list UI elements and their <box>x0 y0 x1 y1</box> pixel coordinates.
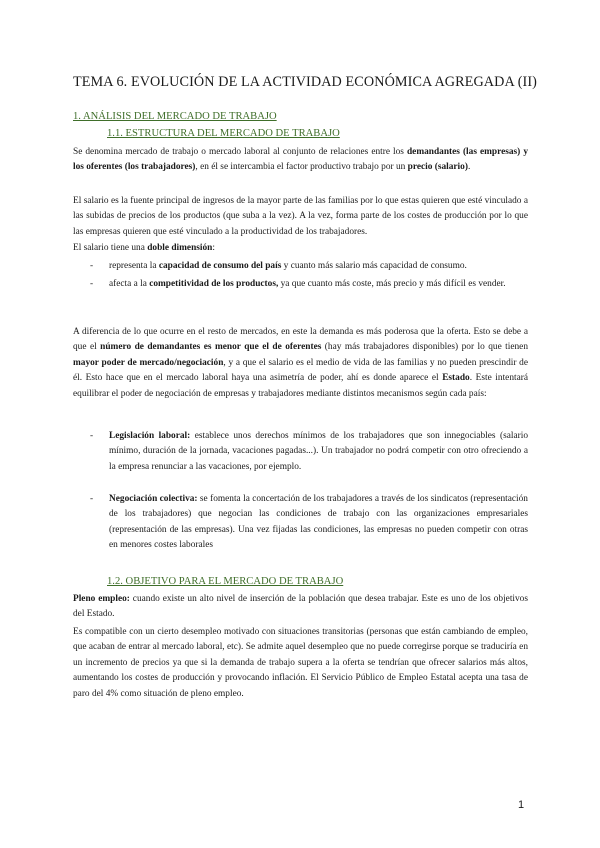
bullet-dash: - <box>90 261 94 271</box>
document-title: TEMA 6. EVOLUCIÓN DE LA ACTIVIDAD ECONÓMICA AGREGADA (II) <box>73 74 538 90</box>
paragraph-desempleo: Es compatible con un cierto desempleo motivado con situaciones transitorias (personas que están cambiando de empleo, que acaban de entrar al mercado laboral, etc). Se admite aquel desempleo que no puede corregirse porque se traduciría en un incremento de precios ya que si la demanda de trabajo supera a la oferta se tendrían que ofrecer salarios más altos, aumentando los costes de producción y provocando inflación. El Servicio Público de Empleo Estatal acepta una tasa de paro del 4% como situación de pleno empleo. <box>73 627 528 699</box>
page-number: 1 <box>518 799 525 811</box>
bullet-dash: - <box>90 279 94 289</box>
paragraph-doble-dimension: El salario tiene una doble dimensión: <box>73 243 215 253</box>
subsection-heading-1-1: 1.1. ESTRUCTURA DEL MERCADO DE TRABAJO <box>107 128 340 139</box>
paragraph-salario: El salario es la fuente principal de ingresos de la mayor parte de las familias por lo que estas quieren que esté vinculado a las subidas de precios de los productos (que suba a la vez). A la vez, forma parte de los costes de producción por lo que las empresas quieren que esté vinculado a la productividad de los trabajadores. <box>73 196 528 237</box>
bullet-dash: - <box>90 431 94 441</box>
paragraph-asimetria: A diferencia de lo que ocurre en el resto de mercados, en este la demanda es más poderosa que la oferta. Esto se debe a que el número de demandantes es menor que el de oferentes (hay más trabajadores disponibles) por lo que tienen mayor poder de mercado/negociación, y a que el salario es el medio de vida de las familias y no pueden prescindir de él. Esto hace que en el mercado laboral haya una asimetría de poder, ahí es donde aparece el Estado. Este intentará equilibrar el poder de negociación de empresas y trabajadores mediante distintos mecanismos según cada país: <box>73 327 529 399</box>
section-heading-1: 1. ANÁLISIS DEL MERCADO DE TRABAJO <box>73 111 277 122</box>
subsection-heading-1-2: 1.2. OBJETIVO PARA EL MERCADO DE TRABAJO <box>107 576 344 587</box>
bullet-dash: - <box>90 494 94 504</box>
paragraph-pleno-empleo: Pleno empleo: cuando existe un alto nivel de inserción de la población que desea trabajar. Este es uno de los objetivos del Estado. <box>73 594 528 620</box>
paragraph-definition: Se denomina mercado de trabajo o mercado laboral al conjunto de relaciones entre los demandantes (las empresas) y los oferentes (los trabajadores), en él se intercambia el factor productivo trabajo por un precio (salario). <box>73 147 528 173</box>
